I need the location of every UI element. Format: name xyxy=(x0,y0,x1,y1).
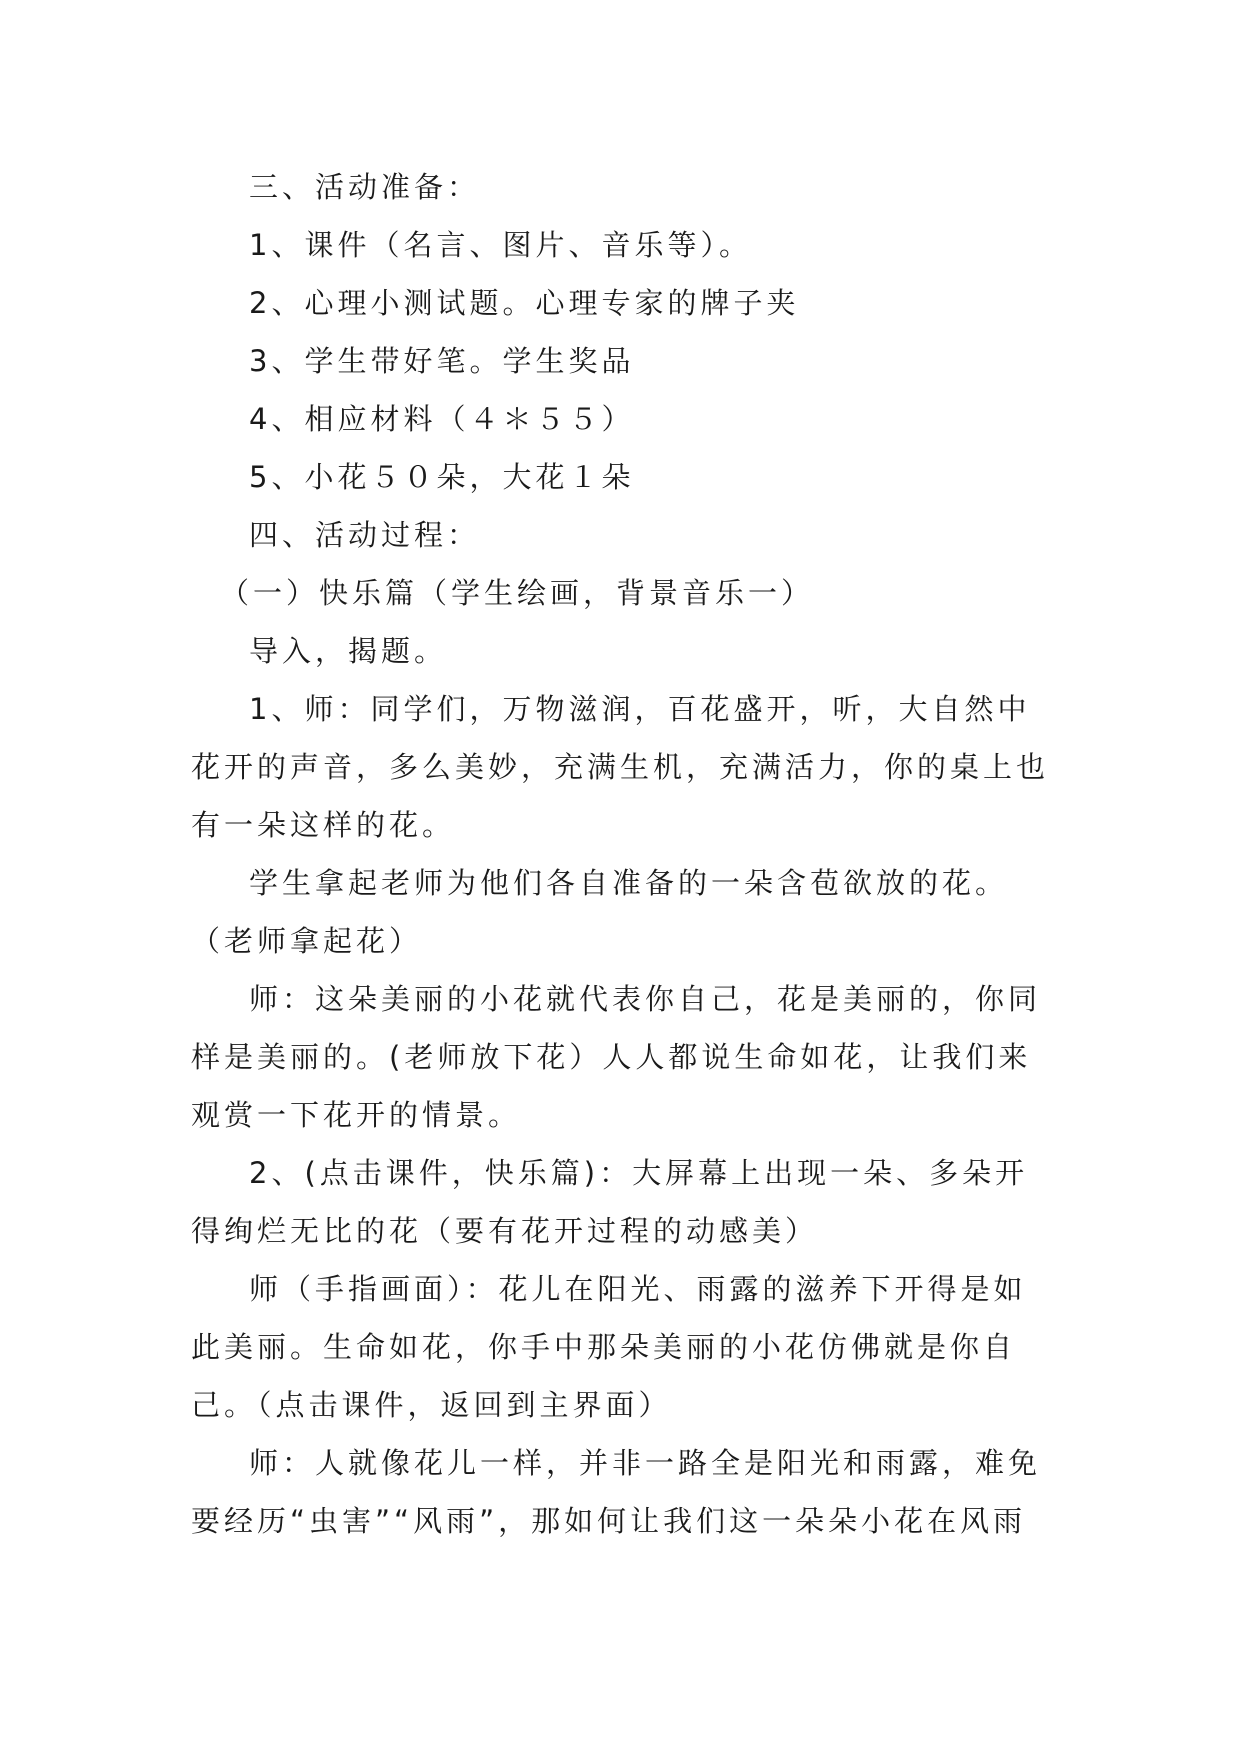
paragraph-students-flower: 学生拿起老师为他们各自准备的一朵含苞欲放的花。（老师拿起花） xyxy=(191,866,1009,958)
paragraph-item-5: 5、小花５０朵，大花１朵 xyxy=(249,460,635,494)
paragraph-item-1: 1、课件（名言、图片、音乐等）。 xyxy=(249,228,752,262)
paragraph-item-2: 2、心理小测试题。心理专家的牌子夹 xyxy=(249,286,800,320)
paragraph-section-happy: （一）快乐篇（学生绘画，背景音乐一） xyxy=(220,576,815,610)
paragraph-teacher-3: 师（手指画面）：花儿在阳光、雨露的滋养下开得是如此美丽。生命如花，你手中那朵美丽的小花仿佛就是你自己。（点击课件，返回到主界面） xyxy=(191,1272,1027,1422)
document-body xyxy=(191,158,1051,1550)
paragraph-item-4: 4、相应材料（４＊５５） xyxy=(249,402,635,436)
paragraph-teacher-2: 师：这朵美丽的小花就代表你自己，花是美丽的，你同样是美丽的。(老师放下花）人人都说生命如花，让我们来观赏一下花开的情景。 xyxy=(191,982,1042,1132)
paragraph-item-3: 3、学生带好笔。学生奖品 xyxy=(249,344,635,378)
paragraph-heading-process: 四、活动过程： xyxy=(249,518,481,552)
paragraph-intro: 导入，揭题。 xyxy=(249,634,448,668)
paragraph-heading-preparation: 三、活动准备： xyxy=(249,170,481,204)
paragraph-courseware-2: 2、(点击课件，快乐篇)：大屏幕上出现一朵、多朵开得绚烂无比的花（要有花开过程的动感美） xyxy=(191,1156,1029,1248)
paragraph-teacher-4: 师：人就像花儿一样，并非一路全是阳光和雨露，难免要经历“虫害”“风雨”，那如何让我们这一朵朵小花在风雨 xyxy=(191,1446,1042,1538)
paragraph-teacher-1: 1、师：同学们，万物滋润，百花盛开，听，大自然中花开的声音，多么美妙，充满生机，充满活力，你的桌上也有一朵这样的花。 xyxy=(191,692,1050,842)
